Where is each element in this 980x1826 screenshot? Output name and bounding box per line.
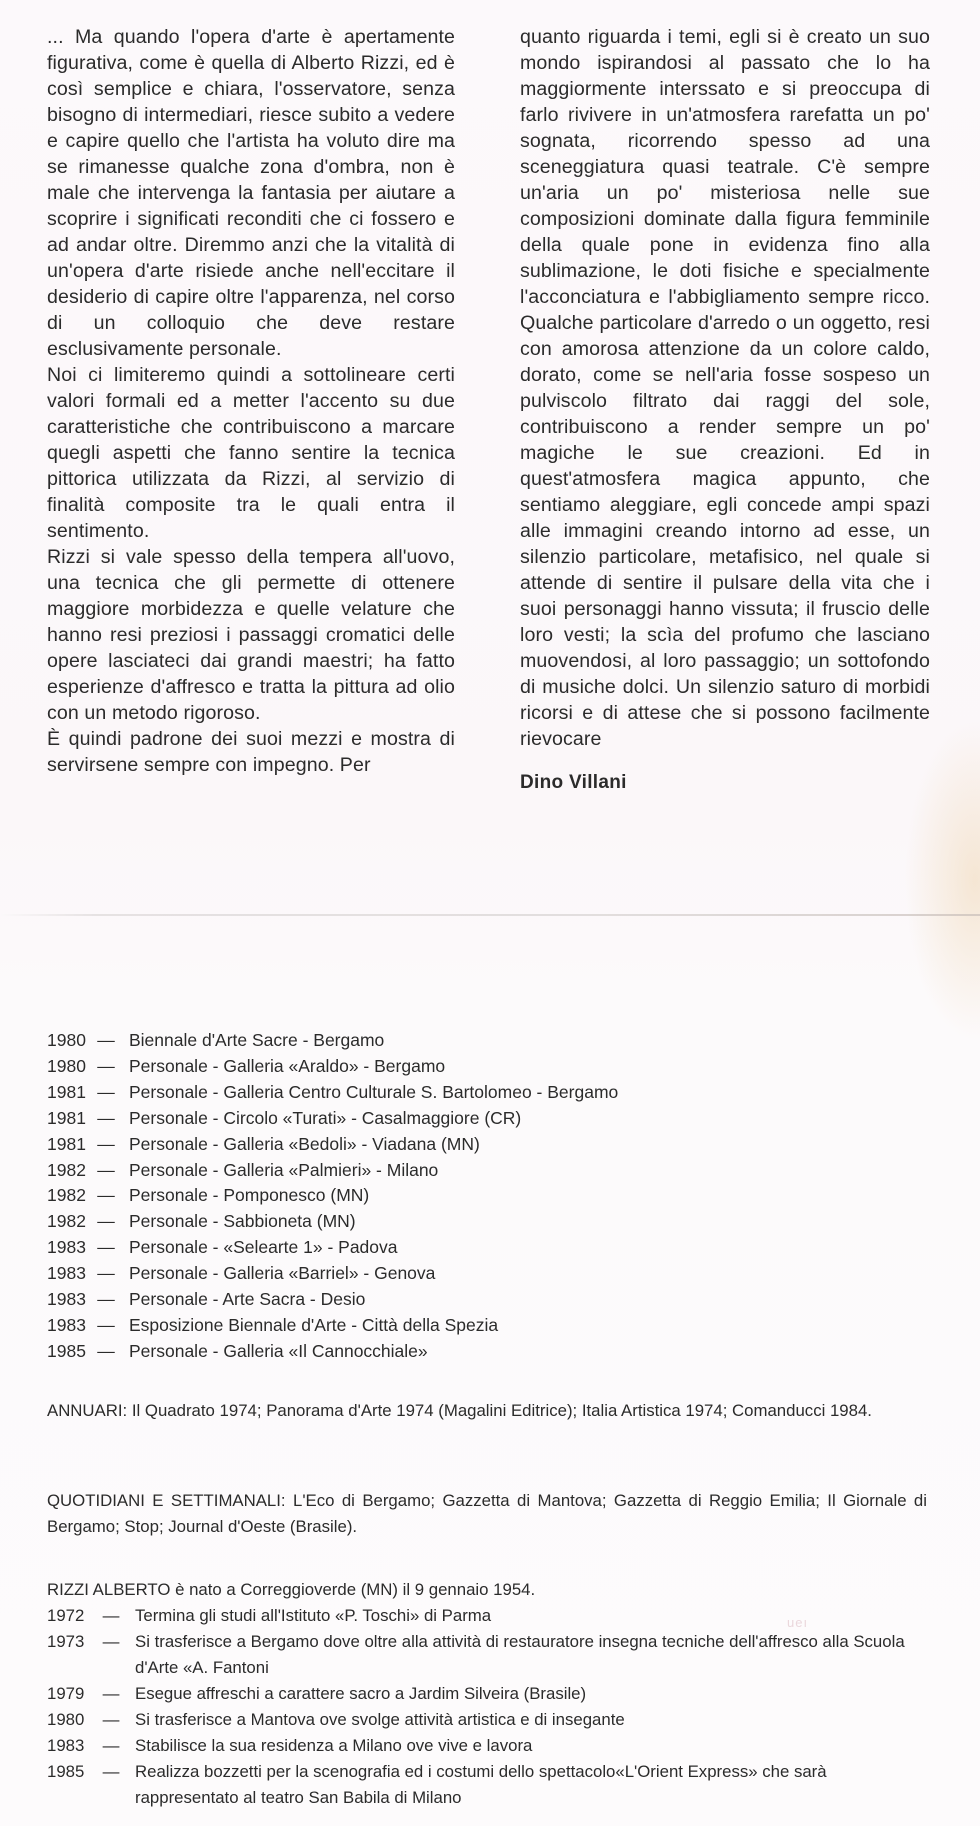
em-dash: — <box>97 1159 115 1180</box>
exhibition-text: Personale - «Selearte 1» - Padova <box>129 1237 398 1258</box>
exhibition-list <box>47 1028 618 1365</box>
biography-text: Esegue affreschi a carattere sacro a Jardim Silveira (Brasile) <box>135 1684 587 1703</box>
exhibition-text: Biennale d'Arte Sacre - Bergamo <box>129 1030 385 1050</box>
exhibition-text: Esposizione Biennale d'Arte - Città della Spezia <box>129 1314 499 1335</box>
biography-text: Realizza bozzetti per la scenografia ed i costumi dello spettacolo«L'Orient Express» che sarà rappresentato al teatro San Babila di Milano <box>135 1762 827 1807</box>
exhibition-item <box>47 1080 618 1106</box>
biography-year: 1973 <box>47 1632 85 1651</box>
biography-entry <box>47 1629 927 1681</box>
exhibition-text: Personale - Sabbioneta (MN) <box>129 1211 356 1232</box>
exhibition-year: 1980 <box>47 1030 86 1050</box>
em-dash: — <box>97 1263 115 1284</box>
em-dash: — <box>102 1684 120 1703</box>
exhibition-item <box>47 1183 618 1209</box>
essay-right-column <box>520 24 930 796</box>
biography-text: Stabilisce la sua residenza a Milano ove vive e lavora <box>135 1736 533 1755</box>
exhibition-year: 1983 <box>47 1289 86 1310</box>
exhibition-year: 1982 <box>47 1159 86 1180</box>
exhibition-text: Personale - Galleria «Barriel» - Genova <box>129 1263 436 1284</box>
exhibition-year: 1983 <box>47 1314 86 1335</box>
em-dash: — <box>97 1314 115 1335</box>
biography-entry <box>47 1681 927 1707</box>
biography-year: 1972 <box>47 1606 85 1625</box>
exhibition-year: 1981 <box>47 1081 86 1102</box>
biography-year: 1979 <box>47 1684 85 1703</box>
biography-text: Si trasferisce a Mantova ove svolge attività artistica e di insegante <box>135 1710 625 1729</box>
em-dash: — <box>97 1289 115 1310</box>
exhibition-item <box>47 1261 618 1287</box>
exhibition-text: Personale - Galleria «Palmieri» - Milano <box>129 1159 439 1180</box>
biography-entry <box>47 1603 927 1629</box>
em-dash: — <box>97 1133 115 1154</box>
em-dash: — <box>102 1736 120 1755</box>
em-dash: — <box>97 1185 115 1206</box>
biography-text: Termina gli studi all'Istituto «P. Toschi» di Parma <box>135 1606 492 1625</box>
exhibition-item <box>47 1313 618 1339</box>
exhibition-item <box>47 1209 618 1235</box>
essay-left-column <box>47 24 455 796</box>
annuari-references: ANNUARI: Il Quadrato 1974; Panorama d'Arte 1974 (Magalini Editrice); Italia Artistica 1974; Comanducci 1984. <box>47 1401 872 1420</box>
exhibition-text: Personale - Galleria «Il Cannocchiale» <box>129 1340 428 1361</box>
biography-year: 1985 <box>47 1762 85 1781</box>
essay-paragraph: È quindi padrone dei suoi mezzi e mostra di servirsene sempre con impegno. Per <box>47 728 455 776</box>
em-dash: — <box>102 1606 120 1625</box>
em-dash: — <box>97 1340 115 1361</box>
em-dash: — <box>97 1081 115 1102</box>
biography-timeline <box>47 1603 927 1811</box>
essay-paragraph: ... Ma quando l'opera d'arte è apertamente figurativa, come è quella di Alberto Rizzi, ed è così semplice e chiara, l'osservatore, senza bisogno di intermediari, riesce subito a vedere e capire quello che l'artista ha voluto dire ma se rimanesse qualche zona d'ombra, non è male che intervenga la fantasia per aiutare a scoprire i significati reconditi che ci fossero e ad andar oltre. Diremmo anzi che la vitalità di un'opera d'arte risiede anche nell'eccitare il desiderio di capire oltre l'apparenza, nel corso di un colloquio che deve restare esclusivamente personale. <box>47 26 455 360</box>
exhibition-text: Personale - Galleria «Araldo» - Bergamo <box>129 1055 446 1076</box>
em-dash: — <box>97 1030 115 1050</box>
essay-paragraph: Rizzi si vale spesso della tempera all'uovo, una tecnica che gli permette di ottenere maggiore morbidezza e quelle velature che hanno resi preziosi i passaggi cromatici delle opere lasciateci dai grandi maestri; ha fatto esperienze d'affresco e tratta la pittura ad olio con un metodo rigoroso. <box>47 546 455 724</box>
artist-biography <box>47 1577 927 1811</box>
press-references: QUOTIDIANI E SETTIMANALI: L'Eco di Bergamo; Gazzetta di Mantova; Gazzetta di Reggio Emilia; Il Giornale di Bergamo; Stop; Journal d'Oeste (Brasile). <box>47 1491 927 1536</box>
exhibition-item <box>47 1054 618 1080</box>
exhibition-year: 1980 <box>47 1055 86 1076</box>
exhibition-text: Personale - Arte Sacra - Desio <box>129 1289 366 1310</box>
exhibition-item <box>47 1132 618 1158</box>
em-dash: — <box>102 1762 120 1781</box>
biography-entry <box>47 1759 927 1811</box>
paper-fold-line <box>0 914 980 916</box>
exhibition-item <box>47 1339 618 1365</box>
exhibition-text: Personale - Galleria «Bedoli» - Viadana (MN) <box>129 1133 480 1154</box>
biography-year: 1983 <box>47 1736 85 1755</box>
exhibition-year: 1982 <box>47 1211 86 1232</box>
biography-entry <box>47 1733 927 1759</box>
em-dash: — <box>97 1107 115 1128</box>
exhibition-text: Personale - Galleria Centro Culturale S. Bartolomeo - Bergamo <box>129 1081 619 1102</box>
exhibition-year: 1983 <box>47 1237 86 1258</box>
show-through-mark: ueı <box>787 1615 809 1630</box>
biography-year: 1980 <box>47 1710 85 1729</box>
em-dash: — <box>97 1055 115 1076</box>
exhibition-item <box>47 1287 618 1313</box>
essay-paragraph: Noi ci limiteremo quindi a sottolineare certi valori formali ed a metter l'accento su due caratteristiche che contribuiscono a marcare quegli aspetti che fanno sentire la tecnica pittorica utilizzata da Rizzi, al servizio di finalità composite tra le quali entra il sentimento. <box>47 364 455 542</box>
em-dash: — <box>97 1237 115 1258</box>
exhibition-year: 1981 <box>47 1107 86 1128</box>
exhibition-year: 1983 <box>47 1263 86 1284</box>
biography-text: Si trasferisce a Bergamo dove oltre alla attività di restauratore insegna tecniche dell'affresco alla Scuola d'Arte «A. Fantoni <box>135 1632 905 1677</box>
exhibition-text: Personale - Pomponesco (MN) <box>129 1185 370 1206</box>
author-signature: Dino Villani <box>520 772 627 793</box>
biography-intro: RIZZI ALBERTO è nato a Correggioverde (MN) il 9 gennaio 1954. <box>47 1580 536 1599</box>
exhibition-year: 1985 <box>47 1340 86 1361</box>
em-dash: — <box>102 1632 120 1651</box>
essay-paragraph: quanto riguarda i temi, egli si è creato un suo mondo ispirandosi al passato che lo ha maggiormente interssato e si preoccupa di farlo rivivere in un'atmosfera rarefatta un po' sognata, ricorrendo spesso ad una sceneggiatura quasi teatrale. C'è sempre un'aria un po' misteriosa nelle sue composizioni dominate dalla figura femminile della quale pone in evidenza fino alla sublimazione, le doti fisiche e specialmente l'acconciatura e l'abbigliamento sempre ricco. Qualche particolare d'arredo o un oggetto, resi con amorosa attenzione da un colore caldo, dorato, come se nell'aria fosse sospeso un pulviscolo filtrato dai raggi del sole, contribuiscono a render sempre un po' magiche le sue creazioni. Ed in quest'atmosfera magica appunto, che sentiamo aleggiare, egli concede ampi spazi alle immagini creando intorno ad esse, un silenzio particolare, metafisico, nel quale si attende di sentire il pulsare della vita che i suoi personaggi hanno vissuta; il fruscio delle loro vesti; la scìa del profumo che lasciano muovendosi, al loro passaggio; un sottofondo di musiche dolci. Un silenzio saturo di morbidi ricorsi e di attese che si possono facilmente rievocare <box>520 26 930 750</box>
em-dash: — <box>102 1710 120 1729</box>
biography-entry <box>47 1707 927 1733</box>
critical-essay <box>47 24 930 796</box>
exhibition-item <box>47 1158 618 1184</box>
exhibition-year: 1981 <box>47 1133 86 1154</box>
exhibition-item <box>47 1028 618 1054</box>
exhibition-item <box>47 1106 618 1132</box>
exhibition-text: Personale - Circolo «Turati» - Casalmaggiore (CR) <box>129 1107 522 1128</box>
exhibition-year: 1982 <box>47 1185 86 1206</box>
em-dash: — <box>97 1211 115 1232</box>
exhibition-item <box>47 1235 618 1261</box>
